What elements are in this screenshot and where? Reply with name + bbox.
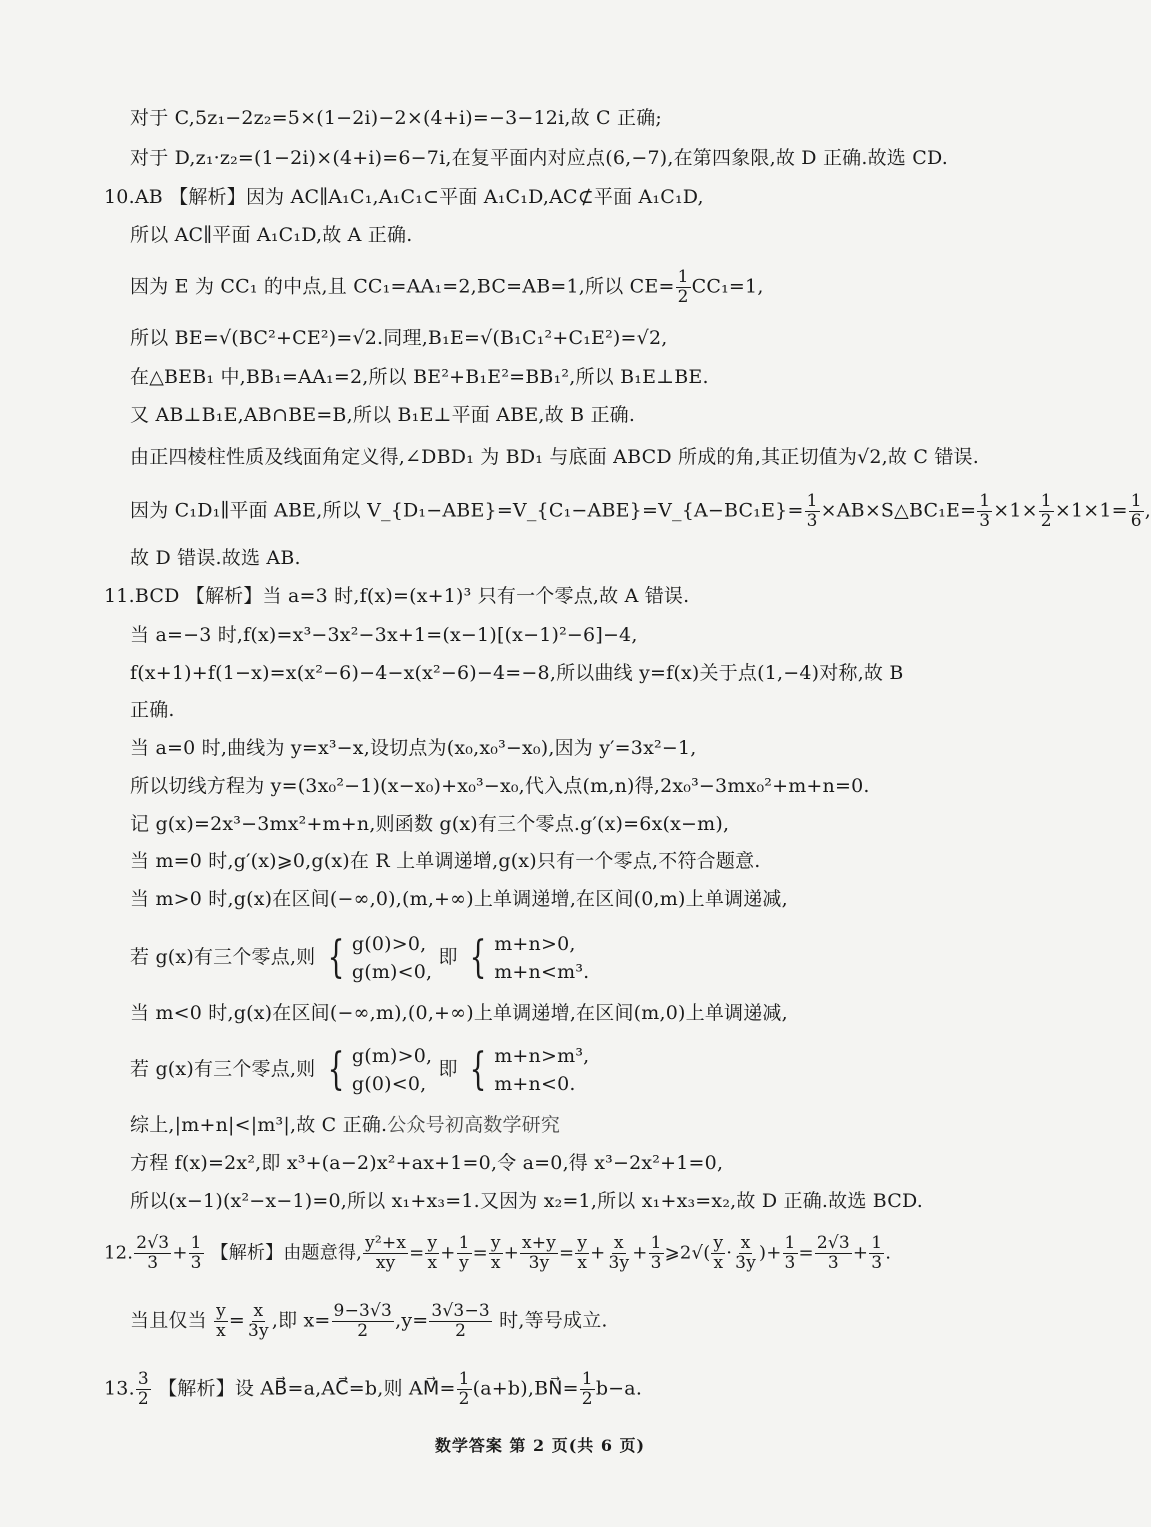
answer-11-header: 11.BCD 【解析】当 a=3 时,f(x)=(x+1)³ 只有一个零点,故 A 错误. bbox=[104, 585, 690, 607]
fraction: $\frac{y}{x}$ bbox=[490, 1233, 501, 1273]
text-line: 若 g(x)有三个零点,则 { g(m)>0, g(0)<0, 即 { m+n>m³, m+n<0. bbox=[130, 1042, 589, 1098]
system-of-inequalities: { g(0)>0, g(m)<0, bbox=[327, 932, 433, 983]
text-line: 对于 D,z₁·z₂=(1−2i)×(4+i)=6−7i,在复平面内对应点(6,−7),在第四象限,故 D 正确.故选 CD. bbox=[130, 147, 948, 169]
fraction: $\frac{\text{y²+x}}{xy}$ bbox=[365, 1233, 407, 1273]
fraction: $\frac{1}{2}$ bbox=[1040, 491, 1052, 531]
fraction: $\frac{x}{3y}$ bbox=[608, 1233, 630, 1273]
text-line: 所以 AC∥平面 A₁C₁D,故 A 正确. bbox=[130, 224, 413, 246]
fraction: $\frac{1}{2}$ bbox=[677, 267, 689, 307]
text-line: 对于 C,5z₁−2z₂=5×(1−2i)−2×(4+i)=−3−12i,故 C 正确; bbox=[130, 107, 663, 129]
text-line: 又 AB⊥B₁E,AB∩BE=B,所以 B₁E⊥平面 ABE,故 B 正确. bbox=[130, 404, 636, 426]
text-line: 由正四棱柱性质及线面角定义得,∠DBD₁ 为 BD₁ 与底面 ABCD 所成的角,其正切值为√2,故 C 错误. bbox=[130, 446, 979, 468]
system-of-inequalities: { g(m)>0, g(0)<0, bbox=[327, 1044, 433, 1095]
watermark-text: 公众号初高数学研究 bbox=[387, 1114, 561, 1136]
text-line: 当 a=0 时,曲线为 y=x³−x,设切点为(x₀,x₀³−x₀),因为 y′=3x²−1, bbox=[130, 737, 697, 759]
text-line: 因为 E 为 CC₁ 的中点,且 CC₁=AA₁=2,BC=AB=1,所以 CE= $\frac{1}{2}$ CC₁=1, bbox=[130, 267, 764, 307]
fraction: $\frac{3√3-3}{2}$ bbox=[431, 1301, 490, 1341]
text-line: 所以(x−1)(x²−x−1)=0,所以 x₁+x₃=1.又因为 x₂=1,所以 x₁+x₃=x₂,故 D 正确.故选 BCD. bbox=[130, 1190, 924, 1212]
fraction: $\frac{9-3√3}{2}$ bbox=[333, 1301, 393, 1341]
text-line: 所以 BE=√(BC²+CE²)=√2.同理,B₁E=√(B₁C₁²+C₁E²)=√2, bbox=[130, 327, 668, 349]
fraction: $\frac{1}{3}$ bbox=[979, 491, 991, 531]
text-line: 正确. bbox=[130, 699, 175, 721]
answer-13-line: 13. $\frac{3}{2}$ 【解析】设 AB⃗=a,AC⃗=b,则 AM⃗= $\frac{1}{2}$ (a+b),BN⃗= $\frac{1}{2}$ b−a. bbox=[104, 1369, 643, 1409]
text-line: 方程 f(x)=2x²,即 x³+(a−2)x²+ax+1=0,令 a=0,得 x³−2x²+1=0, bbox=[130, 1152, 724, 1174]
system-of-inequalities: { m+n>m³, m+n<0. bbox=[469, 1044, 590, 1095]
text-line: 所以切线方程为 y=(3x₀²−1)(x−x₀)+x₀³−x₀,代入点(m,n)得,2x₀³−3mx₀²+m+n=0. bbox=[130, 775, 870, 797]
text-line: 在△BEB₁ 中,BB₁=AA₁=2,所以 BE²+B₁E²=BB₁²,所以 B₁E⊥BE. bbox=[130, 366, 709, 388]
fraction: $\frac{1}{6}$ bbox=[1130, 491, 1142, 531]
fraction: $\frac{1}{2}$ bbox=[581, 1369, 593, 1409]
text-line: 当 a=−3 时,f(x)=x³−3x²−3x+1=(x−1)[(x−1)²−6]−4, bbox=[130, 624, 638, 646]
text-line: 故 D 错误.故选 AB. bbox=[130, 547, 301, 569]
fraction: $\frac{y}{x}$ bbox=[216, 1301, 226, 1341]
text-line: 因为 C₁D₁∥平面 ABE,所以 V_{D₁−ABE}=V_{C₁−ABE}=V_{A−BC₁E}= $\frac{1}{3}$ ×AB×S△BC₁E= $\frac{1}{3}$ ×1× $\frac{1}{2}$ ×1×1= $\frac{1}{6}$ , bbox=[130, 491, 1151, 531]
fraction: $\frac{2√3}{3}$ bbox=[816, 1233, 850, 1273]
text-line: 当 m>0 时,g(x)在区间(−∞,0),(m,+∞)上单调递增,在区间(0,m)上单调递减, bbox=[130, 888, 788, 910]
fraction: $\frac{1}{3}$ bbox=[650, 1233, 662, 1273]
text-line: 若 g(x)有三个零点,则 { g(0)>0, g(m)<0, 即 { m+n>0, m+n<m³. bbox=[130, 930, 589, 986]
text-line: f(x+1)+f(1−x)=x(x²−6)−4−x(x²−6)−4=−8,所以曲线 y=f(x)关于点(1,−4)对称,故 B bbox=[130, 662, 904, 684]
fraction: $\frac{1}{2}$ bbox=[458, 1369, 470, 1409]
text-line: 综上,|m+n|<|m³|,故 C 正确.公众号初高数学研究 bbox=[130, 1114, 561, 1136]
fraction: $\frac{2√3}{3}$ bbox=[136, 1233, 170, 1273]
fraction: $\frac{3}{2}$ bbox=[137, 1369, 149, 1409]
fraction: $\frac{1}{3}$ bbox=[871, 1233, 883, 1273]
fraction: $\frac{y}{x}$ bbox=[577, 1233, 588, 1273]
system-of-inequalities: { m+n>0, m+n<m³. bbox=[469, 932, 590, 983]
fraction: $\frac{x}{3y}$ bbox=[735, 1233, 756, 1273]
fraction: $\frac{1}{3}$ bbox=[784, 1233, 796, 1273]
answer-10-header: 10.AB 【解析】因为 AC∥A₁C₁,A₁C₁⊂平面 A₁C₁D,AC⊄平面 A₁C₁D, bbox=[104, 186, 704, 208]
fraction: $\frac{1}{y}$ bbox=[458, 1233, 470, 1273]
fraction: $\frac{y}{x}$ bbox=[427, 1233, 438, 1273]
fraction: $\frac{x}{3y}$ bbox=[248, 1301, 269, 1341]
fraction: $\frac{y}{x}$ bbox=[713, 1233, 724, 1273]
answer-12-line: 12. $\frac{2√3}{3}$ + $\frac{1}{3}$ 【解析】由题意得, $\frac{\text{y²+x}}{xy}$ = $\frac{y}{x}$ + $\frac{1}{y}$ = $\frac{y}{x}$ + $\frac{x+y}{3y}$ = $\frac{y}{x}$ + $\frac{x}{3y}$ + $\frac{1}{3}$ ⩾2√( $\frac{y}{x}$ · $\frac{x}{3y}$ )+ $\frac{1}{3}$ = $\frac{2√3}{3}$ + $\frac{1}{3}$ . bbox=[104, 1233, 892, 1273]
page-footer: 数学答案 第 2 页(共 6 页) bbox=[434, 1436, 646, 1455]
text-line: 记 g(x)=2x³−3mx²+m+n,则函数 g(x)有三个零点.g′(x)=6x(x−m), bbox=[130, 813, 730, 835]
text-line: 当 m=0 时,g′(x)⩾0,g(x)在 R 上单调递增,g(x)只有一个零点,不符合题意. bbox=[130, 850, 761, 872]
text-line: 当 m<0 时,g(x)在区间(−∞,m),(0,+∞)上单调递增,在区间(m,0)上单调递减, bbox=[130, 1002, 788, 1024]
fraction: $\frac{x+y}{3y}$ bbox=[522, 1233, 557, 1273]
fraction: $\frac{1}{3}$ bbox=[190, 1233, 202, 1273]
text-line: 当且仅当 $\frac{y}{x}$ = $\frac{x}{3y}$ ,即 x= $\frac{9-3√3}{2}$ ,y= $\frac{3√3-3}{2}$ 时,等号成立. bbox=[130, 1301, 608, 1341]
fraction: $\frac{1}{3}$ bbox=[806, 491, 818, 531]
